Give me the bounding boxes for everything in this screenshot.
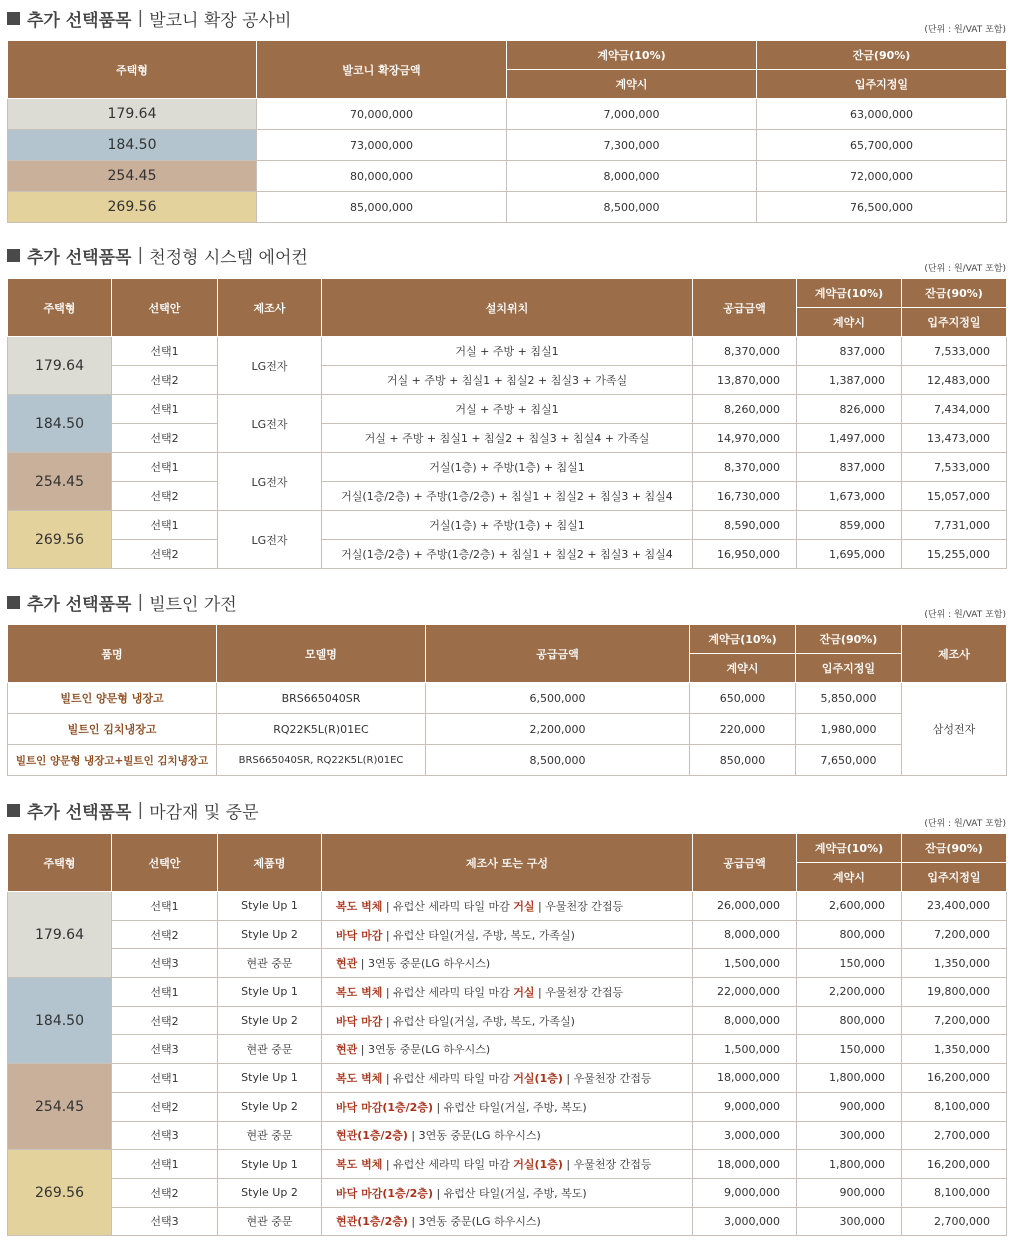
deposit-cell: 900,000 (797, 1092, 902, 1121)
config-highlight: 현관(1층/2층) (336, 1215, 408, 1229)
balance-cell: 7,731,000 (902, 511, 1007, 540)
supply-cell: 8,500,000 (426, 745, 690, 776)
deposit-cell: 150,000 (797, 949, 902, 978)
finish-unit: (단위 : 원/VAT 포함) (924, 819, 1006, 829)
balance-cell: 16,200,000 (902, 1150, 1007, 1179)
option-cell: 선택3 (112, 1121, 218, 1150)
deposit-cell: 150,000 (797, 1035, 902, 1064)
deposit-cell: 300,000 (797, 1121, 902, 1150)
balance-cell: 7,200,000 (902, 1006, 1007, 1035)
supply-cell: 9,000,000 (693, 1092, 797, 1121)
location-cell: 거실 + 주방 + 침실1 (322, 395, 693, 424)
config-text: | 3연동 중문(LG 하우시스) (407, 1129, 541, 1143)
balcony-unit: (단위 : 원/VAT 포함) (924, 25, 1006, 35)
balance-cell: 8,100,000 (902, 1178, 1007, 1207)
config-cell (322, 920, 693, 949)
table-row (8, 424, 1007, 453)
table-row (8, 511, 1007, 540)
table-row (8, 683, 1007, 714)
config-text: | 우물천장 간접등 (562, 1071, 652, 1085)
config-highlight: 거실 (513, 899, 535, 913)
supply-cell: 1,500,000 (693, 949, 797, 978)
table-row (8, 482, 1007, 511)
deposit-cell: 837,000 (797, 337, 902, 366)
config-text: | 우물천장 간접등 (534, 985, 624, 999)
aircon-section (7, 243, 1006, 568)
aircon-title-rest: 천정형 시스템 에어컨 (149, 247, 308, 268)
config-highlight: 복도 벽체 (336, 1071, 383, 1085)
deposit-cell: 8,000,000 (507, 161, 757, 192)
option-cell: 선택1 (112, 978, 218, 1007)
balcony-th-amount: 발코니 확장금액 (257, 41, 507, 99)
config-highlight: 거실(1층) (513, 1071, 563, 1085)
config-highlight: 현관(1층/2층) (336, 1129, 408, 1143)
supply-cell: 22,000,000 (693, 978, 797, 1007)
aircon-th-option: 선택안 (112, 279, 218, 337)
config-text: | 3연동 중문(LG 하우시스) (357, 1043, 491, 1057)
option-cell: 선택2 (112, 1006, 218, 1035)
location-cell: 거실(1층) + 주방(1층) + 침실1 (322, 511, 693, 540)
finish-th-option: 선택안 (112, 834, 218, 892)
type-cell: 269.56 (8, 1150, 112, 1236)
balance-cell: 7,434,000 (902, 395, 1007, 424)
balance-cell: 13,473,000 (902, 424, 1007, 453)
table-row (8, 453, 1007, 482)
balcony-section (7, 6, 1006, 226)
maker-cell: 삼성전자 (902, 683, 1007, 776)
config-cell (322, 1092, 693, 1121)
deposit-cell: 1,387,000 (797, 366, 902, 395)
deposit-cell: 2,600,000 (797, 892, 902, 921)
table-row (8, 99, 1007, 130)
balance-cell: 63,000,000 (757, 99, 1007, 130)
deposit-cell: 837,000 (797, 453, 902, 482)
builtin-title-strong: 추가 선택품목 (27, 594, 132, 615)
supply-cell: 16,730,000 (693, 482, 797, 511)
product-cell: Style Up 1 (218, 1064, 322, 1093)
table-row (8, 1178, 1007, 1207)
builtin-th-maker: 제조사 (902, 625, 1007, 683)
builtin-th-item: 품명 (8, 625, 217, 683)
config-text: | 유럽산 타일(거실, 주방, 복도) (432, 1100, 587, 1114)
product-cell: Style Up 2 (218, 1006, 322, 1035)
deposit-cell: 220,000 (690, 714, 796, 745)
balance-cell: 5,850,000 (796, 683, 902, 714)
product-cell: Style Up 1 (218, 978, 322, 1007)
table-row (8, 540, 1007, 569)
aircon-th-deposit-sub: 계약시 (797, 308, 902, 337)
supply-cell: 6,500,000 (426, 683, 690, 714)
balcony-th-balance: 잔금(90%) (757, 41, 1007, 70)
finish-table (7, 833, 1007, 1236)
deposit-cell: 826,000 (797, 395, 902, 424)
option-cell: 선택2 (112, 920, 218, 949)
builtin-title: 추가 선택품목 | 빌트인 가전 (7, 590, 237, 614)
deposit-cell: 850,000 (690, 745, 796, 776)
option-cell: 선택2 (112, 366, 218, 395)
balcony-table (7, 40, 1007, 223)
config-cell (322, 1207, 693, 1236)
item-cell: 빌트인 양문형 냉장고+빌트인 김치냉장고 (8, 745, 217, 776)
option-cell: 선택3 (112, 949, 218, 978)
balance-cell: 2,700,000 (902, 1121, 1007, 1150)
balance-cell: 1,350,000 (902, 949, 1007, 978)
location-cell: 거실(1층) + 주방(1층) + 침실1 (322, 453, 693, 482)
builtin-th-deposit-sub: 계약시 (690, 654, 796, 683)
aircon-th-location: 설치위치 (322, 279, 693, 337)
balance-cell: 7,200,000 (902, 920, 1007, 949)
config-highlight: 현관 (336, 1043, 358, 1057)
option-cell: 선택2 (112, 1092, 218, 1121)
balcony-th-deposit-sub: 계약시 (507, 70, 757, 99)
option-cell: 선택3 (112, 1207, 218, 1236)
supply-cell: 8,370,000 (693, 453, 797, 482)
config-text: | 유럽산 타일(거실, 주방, 복도, 가족실) (382, 928, 575, 942)
config-cell (322, 1150, 693, 1179)
balance-cell: 1,350,000 (902, 1035, 1007, 1064)
config-text: | 유럽산 세라믹 타일 마감 (382, 1158, 514, 1172)
supply-cell: 8,260,000 (693, 395, 797, 424)
option-cell: 선택1 (112, 892, 218, 921)
balance-cell: 2,700,000 (902, 1207, 1007, 1236)
balance-cell: 19,800,000 (902, 978, 1007, 1007)
config-cell (322, 978, 693, 1007)
aircon-th-type: 주택형 (8, 279, 112, 337)
amount-cell: 70,000,000 (257, 99, 507, 130)
maker-cell: LG전자 (218, 395, 322, 453)
table-row (8, 337, 1007, 366)
amount-cell: 80,000,000 (257, 161, 507, 192)
config-highlight: 복도 벽체 (336, 899, 383, 913)
config-text: | 유럽산 세라믹 타일 마감 (382, 985, 514, 999)
deposit-cell: 7,000,000 (507, 99, 757, 130)
config-text: | 유럽산 타일(거실, 주방, 복도, 가족실) (382, 1014, 575, 1028)
config-text: | 우물천장 간접등 (534, 899, 624, 913)
aircon-title-strong: 추가 선택품목 (27, 247, 132, 268)
config-highlight: 복도 벽체 (336, 985, 383, 999)
deposit-cell: 900,000 (797, 1178, 902, 1207)
finish-th-config: 제조사 또는 구성 (322, 834, 693, 892)
finish-title-rest: 마감재 및 중문 (149, 802, 259, 823)
option-cell: 선택1 (112, 453, 218, 482)
table-row (8, 1121, 1007, 1150)
config-cell (322, 1064, 693, 1093)
config-highlight: 바닥 마감(1층/2층) (336, 1100, 433, 1114)
product-cell: Style Up 1 (218, 892, 322, 921)
supply-cell: 2,200,000 (426, 714, 690, 745)
config-cell (322, 1178, 693, 1207)
table-row (8, 161, 1007, 192)
builtin-th-balance-sub: 입주지정일 (796, 654, 902, 683)
type-cell: 179.64 (8, 337, 112, 395)
finish-th-balance: 잔금(90%) (902, 834, 1007, 863)
finish-section (7, 798, 1006, 1238)
config-text: | 유럽산 세라믹 타일 마감 (382, 1071, 514, 1085)
balance-cell: 15,255,000 (902, 540, 1007, 569)
table-row (8, 949, 1007, 978)
balcony-th-deposit: 계약금(10%) (507, 41, 757, 70)
supply-cell: 13,870,000 (693, 366, 797, 395)
type-cell: 269.56 (8, 192, 257, 223)
deposit-cell: 8,500,000 (507, 192, 757, 223)
supply-cell: 8,000,000 (693, 1006, 797, 1035)
deposit-cell: 1,800,000 (797, 1150, 902, 1179)
table-row (8, 1064, 1007, 1093)
config-cell (322, 1035, 693, 1064)
model-cell: BRS665040SR (217, 683, 426, 714)
deposit-cell: 1,695,000 (797, 540, 902, 569)
location-cell: 거실(1층/2층) + 주방(1층/2층) + 침실1 + 침실2 + 침실3 + 침실4 (322, 540, 693, 569)
balcony-th-balance-sub: 입주지정일 (757, 70, 1007, 99)
supply-cell: 3,000,000 (693, 1121, 797, 1150)
type-cell: 179.64 (8, 892, 112, 978)
item-cell: 빌트인 양문형 냉장고 (8, 683, 217, 714)
maker-cell: LG전자 (218, 511, 322, 569)
deposit-cell: 800,000 (797, 1006, 902, 1035)
option-cell: 선택2 (112, 1178, 218, 1207)
config-text: | 유럽산 세라믹 타일 마감 (382, 899, 514, 913)
builtin-th-supply: 공급금액 (426, 625, 690, 683)
finish-title: 추가 선택품목 | 마감재 및 중문 (7, 798, 259, 822)
finish-th-balance-sub: 입주지정일 (902, 863, 1007, 892)
option-cell: 선택1 (112, 1064, 218, 1093)
table-row (8, 714, 1007, 745)
option-cell: 선택1 (112, 395, 218, 424)
balcony-th-type: 주택형 (8, 41, 257, 99)
finish-th-deposit: 계약금(10%) (797, 834, 902, 863)
maker-cell: LG전자 (218, 337, 322, 395)
table-row (8, 192, 1007, 223)
option-cell: 선택1 (112, 511, 218, 540)
table-row (8, 366, 1007, 395)
config-cell (322, 949, 693, 978)
deposit-cell: 1,673,000 (797, 482, 902, 511)
builtin-th-balance: 잔금(90%) (796, 625, 902, 654)
item-cell: 빌트인 김치냉장고 (8, 714, 217, 745)
option-cell: 선택3 (112, 1035, 218, 1064)
builtin-th-deposit: 계약금(10%) (690, 625, 796, 654)
balance-cell: 15,057,000 (902, 482, 1007, 511)
deposit-cell: 859,000 (797, 511, 902, 540)
square-bullet-icon (7, 12, 20, 25)
square-bullet-icon (7, 596, 20, 609)
supply-cell: 26,000,000 (693, 892, 797, 921)
deposit-cell: 1,497,000 (797, 424, 902, 453)
config-text: | 우물천장 간접등 (562, 1158, 652, 1172)
option-cell: 선택1 (112, 1150, 218, 1179)
builtin-unit: (단위 : 원/VAT 포함) (924, 610, 1006, 620)
supply-cell: 18,000,000 (693, 1064, 797, 1093)
config-highlight: 바닥 마감(1층/2층) (336, 1186, 433, 1200)
table-row (8, 1006, 1007, 1035)
square-bullet-icon (7, 249, 20, 262)
table-row (8, 1092, 1007, 1121)
config-highlight: 현관 (336, 957, 358, 971)
aircon-th-balance: 잔금(90%) (902, 279, 1007, 308)
product-cell: 현관 중문 (218, 1207, 322, 1236)
finish-th-supply: 공급금액 (693, 834, 797, 892)
balcony-title-rest: 발코니 확장 공사비 (149, 10, 292, 31)
balance-cell: 1,980,000 (796, 714, 902, 745)
table-row (8, 920, 1007, 949)
location-cell: 거실 + 주방 + 침실1 + 침실2 + 침실3 + 침실4 + 가족실 (322, 424, 693, 453)
config-highlight: 거실 (513, 985, 535, 999)
deposit-cell: 650,000 (690, 683, 796, 714)
maker-cell: LG전자 (218, 453, 322, 511)
supply-cell: 8,000,000 (693, 920, 797, 949)
amount-cell: 73,000,000 (257, 130, 507, 161)
product-cell: Style Up 2 (218, 920, 322, 949)
type-cell: 184.50 (8, 130, 257, 161)
type-cell: 254.45 (8, 453, 112, 511)
product-cell: 현관 중문 (218, 949, 322, 978)
balance-cell: 7,650,000 (796, 745, 902, 776)
config-highlight: 복도 벽체 (336, 1158, 383, 1172)
supply-cell: 14,970,000 (693, 424, 797, 453)
supply-cell: 8,370,000 (693, 337, 797, 366)
deposit-cell: 7,300,000 (507, 130, 757, 161)
aircon-title: 추가 선택품목 | 천정형 시스템 에어컨 (7, 243, 308, 267)
option-cell: 선택2 (112, 482, 218, 511)
aircon-unit: (단위 : 원/VAT 포함) (924, 264, 1006, 274)
square-bullet-icon (7, 804, 20, 817)
finish-th-product: 제품명 (218, 834, 322, 892)
aircon-th-balance-sub: 입주지정일 (902, 308, 1007, 337)
supply-cell: 9,000,000 (693, 1178, 797, 1207)
table-row (8, 130, 1007, 161)
balance-cell: 7,533,000 (902, 337, 1007, 366)
config-text: | 유럽산 타일(거실, 주방, 복도) (432, 1186, 587, 1200)
balance-cell: 76,500,000 (757, 192, 1007, 223)
config-text: | 3연동 중문(LG 하우시스) (357, 957, 491, 971)
table-row (8, 745, 1007, 776)
builtin-th-model: 모델명 (217, 625, 426, 683)
finish-title-strong: 추가 선택품목 (27, 802, 132, 823)
option-cell: 선택2 (112, 540, 218, 569)
deposit-cell: 2,200,000 (797, 978, 902, 1007)
type-cell: 184.50 (8, 978, 112, 1064)
balance-cell: 12,483,000 (902, 366, 1007, 395)
config-text: | 3연동 중문(LG 하우시스) (407, 1215, 541, 1229)
aircon-table (7, 278, 1007, 569)
type-cell: 254.45 (8, 1064, 112, 1150)
config-cell (322, 1006, 693, 1035)
balance-cell: 16,200,000 (902, 1064, 1007, 1093)
table-row (8, 892, 1007, 921)
table-row (8, 978, 1007, 1007)
balance-cell: 72,000,000 (757, 161, 1007, 192)
builtin-title-rest: 빌트인 가전 (149, 594, 237, 615)
option-cell: 선택2 (112, 424, 218, 453)
product-cell: Style Up 2 (218, 1178, 322, 1207)
deposit-cell: 800,000 (797, 920, 902, 949)
config-highlight: 바닥 마감 (336, 928, 383, 942)
model-cell: BRS665040SR, RQ22K5L(R)01EC (217, 745, 426, 776)
finish-th-deposit-sub: 계약시 (797, 863, 902, 892)
config-cell (322, 1121, 693, 1150)
config-highlight: 거실(1층) (513, 1158, 563, 1172)
builtin-table (7, 624, 1007, 776)
table-row (8, 1035, 1007, 1064)
table-row (8, 1150, 1007, 1179)
deposit-cell: 300,000 (797, 1207, 902, 1236)
balcony-title: 추가 선택품목 | 발코니 확장 공사비 (7, 6, 291, 30)
amount-cell: 85,000,000 (257, 192, 507, 223)
deposit-cell: 1,800,000 (797, 1064, 902, 1093)
supply-cell: 8,590,000 (693, 511, 797, 540)
table-row (8, 1207, 1007, 1236)
type-cell: 254.45 (8, 161, 257, 192)
type-cell: 184.50 (8, 395, 112, 453)
product-cell: 현관 중문 (218, 1035, 322, 1064)
aircon-th-maker: 제조사 (218, 279, 322, 337)
supply-cell: 3,000,000 (693, 1207, 797, 1236)
finish-th-type: 주택형 (8, 834, 112, 892)
location-cell: 거실 + 주방 + 침실1 + 침실2 + 침실3 + 가족실 (322, 366, 693, 395)
config-highlight: 바닥 마감 (336, 1014, 383, 1028)
balance-cell: 7,533,000 (902, 453, 1007, 482)
model-cell: RQ22K5L(R)01EC (217, 714, 426, 745)
balcony-title-strong: 추가 선택품목 (27, 10, 132, 31)
balance-cell: 65,700,000 (757, 130, 1007, 161)
product-cell: Style Up 1 (218, 1150, 322, 1179)
config-cell (322, 892, 693, 921)
option-cell: 선택1 (112, 337, 218, 366)
product-cell: Style Up 2 (218, 1092, 322, 1121)
location-cell: 거실(1층/2층) + 주방(1층/2층) + 침실1 + 침실2 + 침실3 + 침실4 (322, 482, 693, 511)
balance-cell: 23,400,000 (902, 892, 1007, 921)
aircon-th-deposit: 계약금(10%) (797, 279, 902, 308)
balance-cell: 8,100,000 (902, 1092, 1007, 1121)
builtin-section (7, 590, 1006, 780)
type-cell: 179.64 (8, 99, 257, 130)
type-cell: 269.56 (8, 511, 112, 569)
aircon-th-supply: 공급금액 (693, 279, 797, 337)
table-row (8, 395, 1007, 424)
location-cell: 거실 + 주방 + 침실1 (322, 337, 693, 366)
supply-cell: 18,000,000 (693, 1150, 797, 1179)
supply-cell: 1,500,000 (693, 1035, 797, 1064)
supply-cell: 16,950,000 (693, 540, 797, 569)
product-cell: 현관 중문 (218, 1121, 322, 1150)
